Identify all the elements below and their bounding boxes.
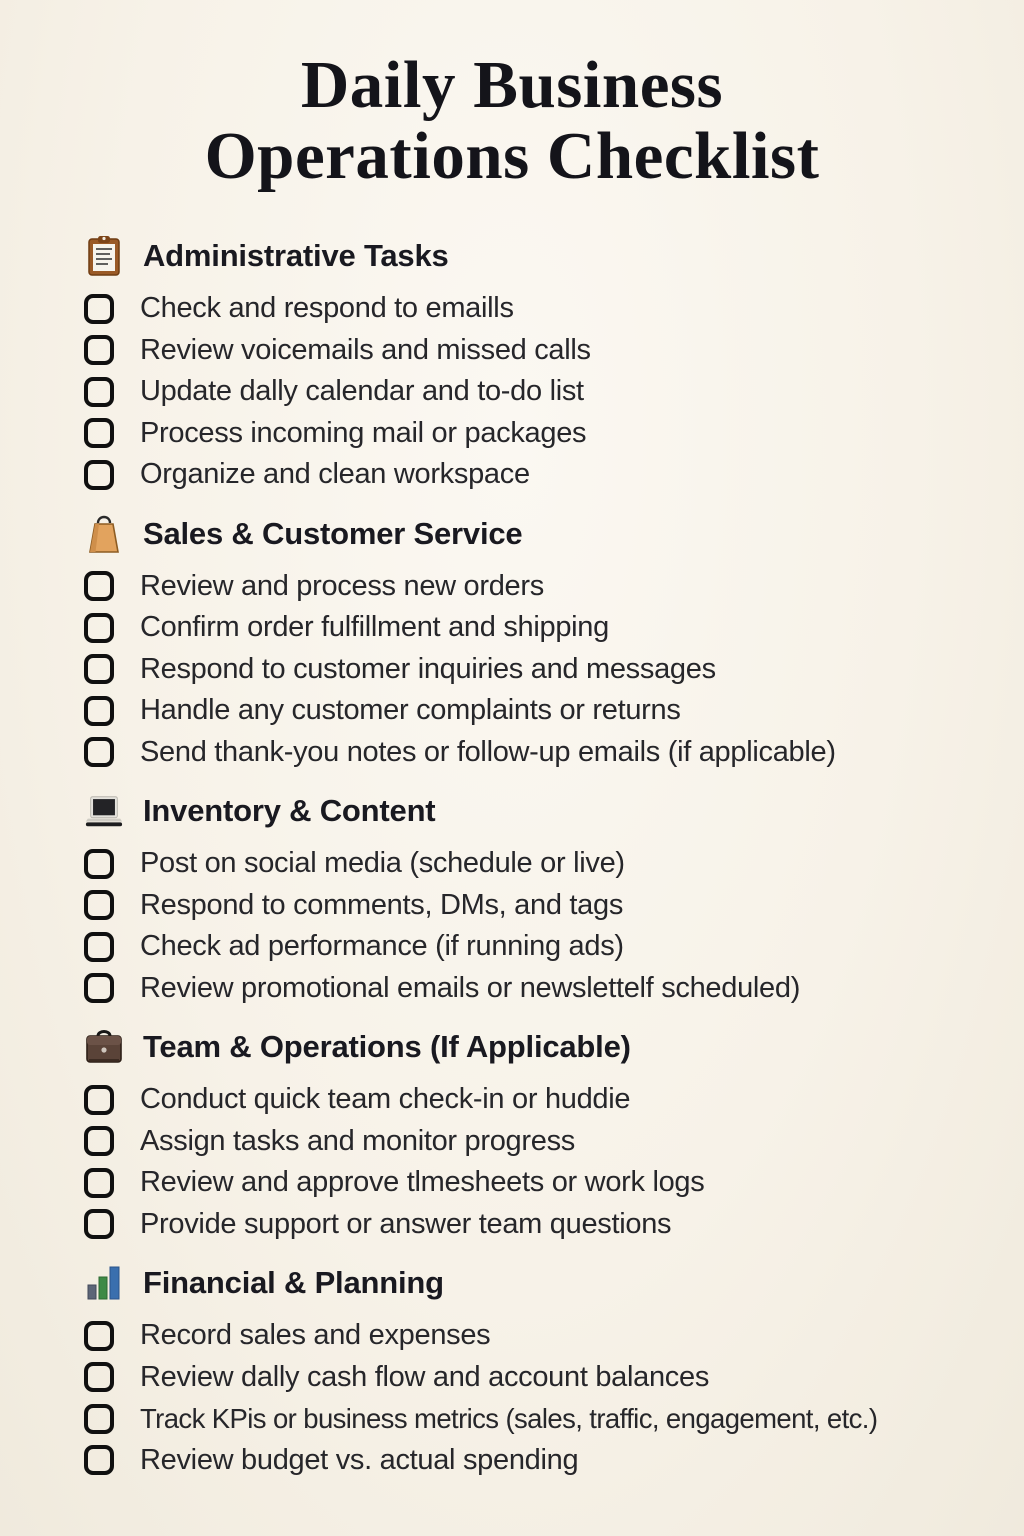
section-title: Administrative Tasks — [143, 238, 449, 274]
checkbox[interactable] — [84, 613, 114, 643]
section-header — [84, 787, 1004, 835]
page-title-line1: Daily Business — [300, 48, 724, 122]
checkbox[interactable] — [84, 1404, 114, 1434]
checklist-item-label: Review budget vs. actual spending — [140, 1443, 579, 1476]
section-sales-customer-service — [84, 510, 1004, 774]
section-administrative-tasks — [84, 232, 1004, 496]
checklist-item-label: Send thank-you notes or follow-up emails (if applicable) — [140, 735, 836, 768]
checklist-item-label: Review and process new orders — [140, 569, 544, 602]
checklist-item-label: Review voicemails and missed calls — [140, 333, 591, 366]
section-inventory-content — [84, 787, 1004, 1009]
checkbox[interactable] — [84, 737, 114, 767]
checklist-item[interactable] — [84, 330, 1004, 372]
checklist-item[interactable] — [84, 413, 1004, 455]
checkbox[interactable] — [84, 973, 114, 1003]
section-header — [84, 510, 1004, 558]
checklist-item-label: Check ad performance (if running ads) — [140, 930, 624, 963]
checklist-item[interactable] — [84, 607, 1004, 649]
checklist-item[interactable] — [84, 1315, 1004, 1357]
checklist-item[interactable] — [84, 1162, 1004, 1204]
checklist-item-label: Review and approve tlmesheets or work logs — [140, 1166, 705, 1199]
section-title: Inventory & Content — [143, 793, 436, 829]
checklist-item[interactable] — [84, 288, 1004, 330]
checklist-item-label: Check and respond to emaills — [140, 292, 514, 325]
checklist-item[interactable] — [84, 454, 1004, 496]
checklist-item-label: Assign tasks and monitor progress — [140, 1124, 575, 1157]
checklist-item-label: Review promotional emails or newslettelf scheduled) — [140, 971, 801, 1004]
checkbox[interactable] — [84, 1126, 114, 1156]
checklist-item-label: Organize and clean workspace — [140, 458, 530, 491]
checklist-item-label: Process incoming mail or packages — [140, 416, 587, 449]
checkbox[interactable] — [84, 335, 114, 365]
checklist-item[interactable] — [84, 1121, 1004, 1163]
bar-chart-icon — [84, 1262, 124, 1304]
checklist-item-label: Post on social media (schedule or live) — [140, 847, 625, 880]
checkbox[interactable] — [84, 571, 114, 601]
laptop-icon — [84, 790, 124, 832]
briefcase-icon — [84, 1026, 124, 1068]
section-financial-planning — [84, 1259, 1004, 1481]
checkbox[interactable] — [84, 654, 114, 684]
page-title — [0, 50, 1024, 192]
checklist-item-label: Review dally cash flow and account balances — [140, 1360, 710, 1393]
checkbox[interactable] — [84, 1085, 114, 1115]
checklist-item[interactable] — [84, 566, 1004, 608]
section-header — [84, 1023, 1004, 1071]
checklist-item[interactable] — [84, 1079, 1004, 1121]
section-team-operations — [84, 1023, 1004, 1245]
checklist-item-label: Handle any customer complaints or returns — [140, 694, 681, 727]
checklist-item[interactable] — [84, 649, 1004, 691]
checklist-item[interactable] — [84, 1440, 1004, 1482]
checklist-item[interactable] — [84, 371, 1004, 413]
shopping-bag-icon — [84, 513, 124, 555]
checklist-item[interactable] — [84, 1398, 1004, 1440]
checkbox[interactable] — [84, 1209, 114, 1239]
checklist-item[interactable] — [84, 843, 1004, 885]
checkbox[interactable] — [84, 849, 114, 879]
checklist-item[interactable] — [84, 926, 1004, 968]
checkbox[interactable] — [84, 294, 114, 324]
checklist-item[interactable] — [84, 732, 1004, 774]
clipboard-icon — [84, 235, 124, 277]
checklist-item-label: Confirm order fulfillment and shipping — [140, 611, 609, 644]
checklist-item-label: Conduct quick team check-in or huddie — [140, 1083, 631, 1116]
section-header — [84, 232, 1004, 280]
checkbox[interactable] — [84, 460, 114, 490]
section-title: Sales & Customer Service — [143, 515, 523, 551]
checklist-item[interactable] — [84, 885, 1004, 927]
checkbox[interactable] — [84, 890, 114, 920]
checklist-item[interactable] — [84, 1357, 1004, 1399]
checkbox[interactable] — [84, 696, 114, 726]
checkbox[interactable] — [84, 377, 114, 407]
checklist-item-label: Provide support or answer team questions — [140, 1207, 672, 1240]
checkbox[interactable] — [84, 418, 114, 448]
checklist-item-label: Track KPis or business metrics (sales, traffic, engagement, etc.) — [140, 1402, 878, 1434]
section-title: Financial & Planning — [143, 1265, 444, 1301]
section-title: Team & Operations (If Applicable) — [143, 1029, 631, 1065]
checkbox[interactable] — [84, 1321, 114, 1351]
checkbox[interactable] — [84, 932, 114, 962]
checkbox[interactable] — [84, 1168, 114, 1198]
checkbox[interactable] — [84, 1445, 114, 1475]
checkbox[interactable] — [84, 1362, 114, 1392]
checklist-item[interactable] — [84, 968, 1004, 1010]
checklist-item-label: Update dally calendar and to-do list — [140, 375, 584, 408]
checklist-item[interactable] — [84, 690, 1004, 732]
sections-container — [0, 192, 1024, 1481]
checklist-item[interactable] — [84, 1204, 1004, 1246]
section-header — [84, 1259, 1004, 1307]
checklist-item-label: Record sales and expenses — [140, 1319, 491, 1352]
page-title-line2: Operations Checklist — [204, 119, 820, 194]
checklist-item-label: Respond to comments, DMs, and tags — [140, 888, 624, 921]
checklist-item-label: Respond to customer inquiries and messages — [140, 652, 716, 685]
